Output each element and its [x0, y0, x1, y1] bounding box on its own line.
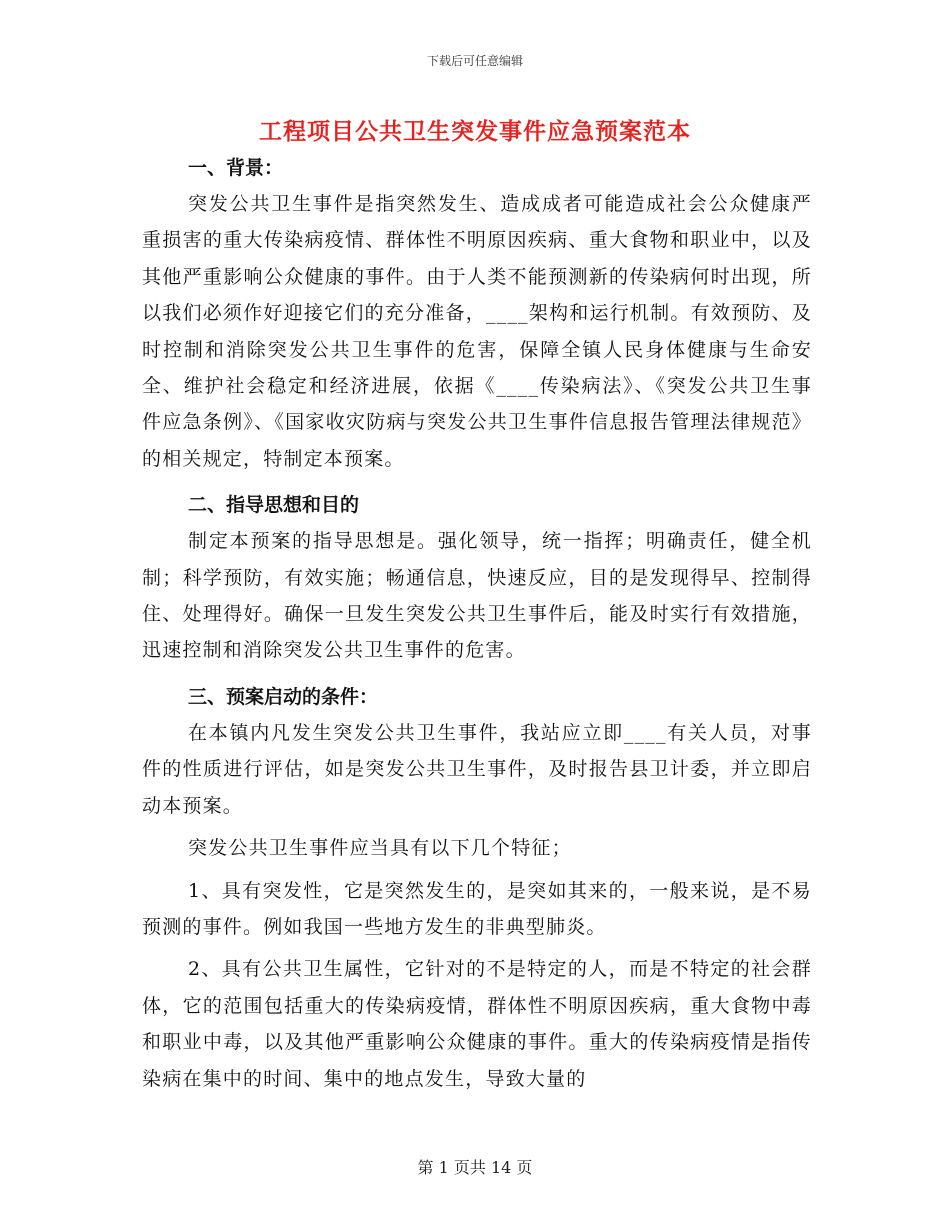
section-heading-activation-conditions: 三、预案启动的条件： — [188, 685, 379, 708]
paragraph-feature-2: 2、具有公共卫生属性，它针对的不是特定的人，而是不特定的社会群体，它的范围包括重大的传染病疫情，群体性不明原因疾病，重大食物中毒和职业中毒，以及其他严重影响公众健康的事件。重大的传染病疫情是指传染病在集中的时间、集中的地点发生，导致大量的 — [142, 958, 812, 1090]
paragraph-guiding-ideology: 制定本预案的指导思想是。强化领导，统一指挥；明确责任，健全机制；科学预防，有效实施；畅通信息，快速反应，目的是发现得早、控制得住、处理得好。确保一旦发生突发公共卫生事件后，能及时实行有效措施，迅速控制和消除突发公共卫生事件的危害。 — [142, 530, 812, 662]
section-heading-guiding-ideology: 二、指导思想和目的 — [188, 494, 360, 517]
section-heading-background: 一、背景： — [188, 157, 284, 179]
document-body — [142, 150, 812, 1097]
header-note: 下载后可任意编辑 — [426, 54, 523, 68]
document-title: 工程项目公共卫生突发事件应急预案范本 — [259, 119, 691, 145]
paragraph-feature-1: 1、具有突发性，它是突然发生的，是突如其来的，一般来说，是不易预测的事件。例如我国一些地方发生的非典型肺炎。 — [142, 879, 812, 938]
paragraph-features-intro: 突发公共卫生事件应当具有以下几个特征； — [188, 837, 572, 860]
paragraph-background: 突发公共卫生事件是指突然发生、造成成者可能造成社会公众健康严重损害的重大传染病疫情、群体性不明原因疾病、重大食物和职业中，以及其他严重影响公众健康的事件。由于人类不能预测新的传染病何时出现，所以我们必须作好迎接它们的充分准备，____架构和运行机制。有效预防、及时控制和消除突发公共卫生事件的危害，保障全镇人民身体健康与生命安全、维护社会稳定和经济进展，依据《____传染病法》、《突发公共卫生事件应急条例》、《国家收灾防病与突发公共卫生事件信息报告管理法律规范》的相关规定，特制定本预案。 — [142, 193, 812, 470]
page-number-footer: 第 1 页共 14 页 — [417, 1158, 533, 1177]
paragraph-activation-conditions: 在本镇内凡发生突发公共卫生事件，我站应立即____有关人员，对事件的性质进行评估，如是突发公共卫生事件，及时报告县卫计委，并立即启动本预案。 — [142, 721, 812, 817]
